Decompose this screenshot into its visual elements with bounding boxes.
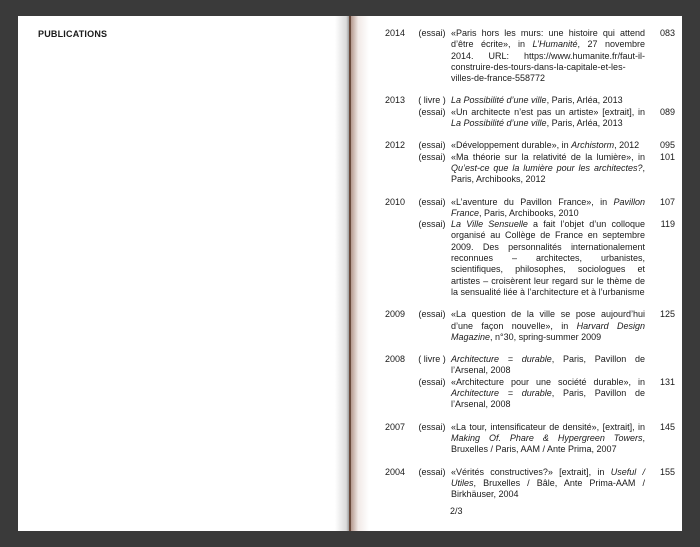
left-page (18, 16, 349, 531)
entry-text: «Un architecte n’est pas un artiste» [extrait], in La Possibilité d’une ville, Paris, Arléa, 2013 (451, 106, 645, 129)
entry-year: 2009 (385, 309, 406, 320)
year-group (385, 140, 675, 185)
entry-year: 2007 (385, 421, 406, 432)
year-group (385, 95, 675, 129)
entry-text: «L’aventure du Pavillon France», in Pavillon France, Paris, Archibooks, 2010 (451, 196, 645, 218)
entry-type: ( livre ) (418, 95, 446, 106)
entry-year: 2014 (385, 28, 406, 38)
entry-type: (essai) (418, 309, 446, 320)
entry-text: «Vérités constructives?» [extrait], in Useful / Utiles, Bruxelles / Bâle, Ante Prima-AAM / Birkhäuser, 2004 (451, 466, 645, 500)
publication-list (385, 28, 675, 511)
entry-text: La Ville Sensuelle a fait l’objet d’un colloque organisé au Collège de France en septembre 2009. Des personnalités internationalement reconnues – architectes, urbanistes, scientifiques, philosophes, sociologues et artistes – croisèrent leur regard sur le thème de la sensualité liée à l’architecture et à l’urbanisme (451, 219, 645, 297)
publication-entry (385, 140, 675, 151)
entry-year: 2012 (385, 140, 406, 151)
page-number: 2/3 (450, 506, 463, 516)
entry-page-number: 083 (659, 28, 675, 38)
publication-entry (385, 28, 675, 84)
entry-year: 2008 (385, 354, 406, 365)
entry-page-number: 145 (659, 421, 675, 432)
entry-text: «La tour, intensificateur de densité», [extrait], in Making Of. Phare & Hypergreen Towers, Bruxelles / Paris, AAM / Ante Prima, 2007 (451, 421, 645, 455)
entry-type: (essai) (418, 151, 446, 162)
entry-type: (essai) (418, 140, 446, 151)
entry-type: (essai) (418, 196, 446, 207)
right-page-gutter-shadow (351, 16, 369, 531)
entry-text: «Développement durable», in Archistorm, 2012 (451, 140, 640, 151)
publication-entry (385, 354, 675, 377)
entry-text: «La question de la ville se pose aujourd’hui d’une façon nouvelle», in Harvard Design Magazine, n°30, spring-summer 2009 (451, 309, 645, 342)
entry-text: «Paris hors les murs: une histoire qui attend d’être écrite», in L’Humanité, 27 novembre 2014. URL: https://www.humanite.fr/faut-il-construire-des-tours-dans-la-capitale-et-les-villes-de-france-558772 (451, 28, 645, 84)
entry-page-number: 131 (659, 376, 675, 387)
entry-text: Architecture = durable, Paris, Pavillon de l’Arsenal, 2008 (451, 354, 645, 376)
right-page (351, 16, 682, 531)
publication-entry (385, 467, 675, 501)
publication-entry (385, 152, 675, 186)
entry-year: 2013 (385, 95, 406, 106)
entry-page-number: 125 (659, 309, 675, 320)
section-heading: PUBLICATIONS (38, 29, 108, 39)
entry-page-number: 095 (659, 140, 675, 151)
year-group (385, 28, 675, 84)
entry-year: 2004 (385, 466, 406, 477)
entry-type: ( livre ) (418, 354, 446, 365)
entry-page-number: 089 (659, 106, 675, 117)
entry-type: (essai) (418, 376, 446, 387)
publication-entry (385, 422, 675, 456)
year-group (385, 197, 675, 299)
entry-text: «Ma théorie sur la relativité de la lumière», in Qu’est-ce que la lumière pour les architectes?, Paris, Archibooks, 2012 (451, 151, 645, 185)
publication-entry (385, 107, 675, 130)
entry-year: 2010 (385, 196, 406, 207)
year-group (385, 354, 675, 410)
publication-entry (385, 219, 675, 298)
entry-text: La Possibilité d’une ville, Paris, Arléa, 2013 (451, 95, 623, 106)
publication-entry (385, 309, 675, 343)
entry-page-number: 107 (659, 196, 675, 207)
publication-entry (385, 197, 675, 220)
entry-page-number: 101 (659, 151, 675, 162)
left-page-gutter-shadow (335, 16, 349, 531)
year-group (385, 422, 675, 456)
entry-type: (essai) (418, 28, 446, 38)
year-group (385, 309, 675, 343)
entry-text: «Architecture pour une société durable», in Architecture = durable, Paris, Pavillon de l’Arsenal, 2008 (451, 376, 645, 410)
publication-entry (385, 377, 675, 411)
entry-type: (essai) (418, 106, 446, 117)
entry-type: (essai) (418, 466, 446, 477)
entry-type: (essai) (418, 421, 446, 432)
entry-type: (essai) (418, 219, 446, 230)
entry-page-number: 155 (659, 466, 675, 477)
year-group (385, 467, 675, 501)
entry-page-number: 119 (660, 219, 675, 230)
publication-entry (385, 95, 675, 106)
